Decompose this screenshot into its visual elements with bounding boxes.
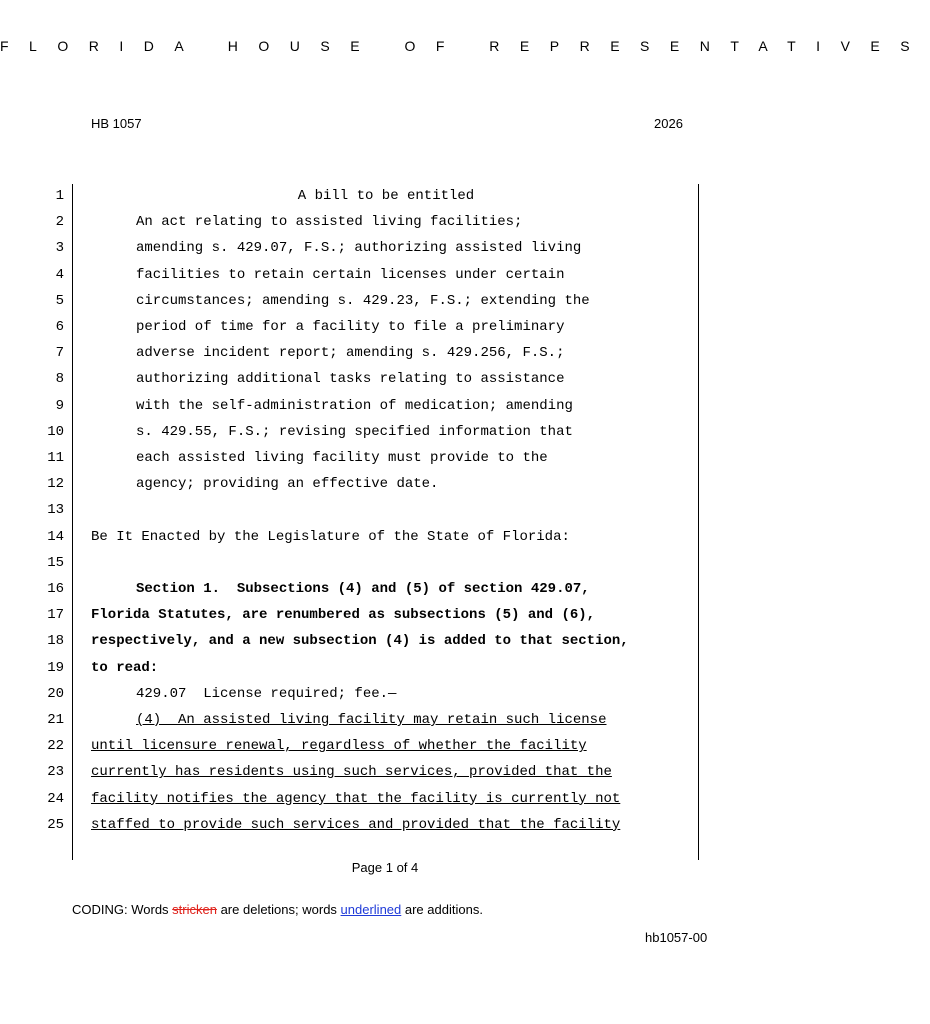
line-text: currently has residents using such services, provided that the — [91, 764, 612, 781]
bill-line — [0, 474, 770, 500]
line-text: agency; providing an effective date. — [136, 476, 439, 493]
line-text: facility notifies the agency that the facility is currently not — [91, 790, 621, 807]
line-number: 7 — [55, 345, 64, 362]
line-text: A bill to be entitled — [297, 188, 475, 204]
bill-line — [0, 605, 770, 631]
line-text: to read: — [91, 659, 159, 676]
line-number: 9 — [55, 397, 64, 414]
bill-line — [0, 736, 770, 762]
coding-legend — [72, 902, 483, 917]
bill-line — [0, 291, 770, 317]
bill-line — [0, 815, 770, 841]
bill-line — [0, 789, 770, 815]
coding-middle: are deletions; words — [216, 902, 341, 917]
line-number: 2 — [55, 214, 64, 231]
line-number: 13 — [47, 502, 64, 519]
line-text: staffed to provide such services and provided that the facility — [91, 816, 621, 833]
bill-line — [0, 448, 770, 474]
bill-line — [0, 317, 770, 343]
line-number: 6 — [55, 319, 64, 335]
line-text: (4) An assisted living facility may retain such license — [136, 712, 607, 728]
line-text: until licensure renewal, regardless of whether the facility — [91, 738, 587, 755]
line-number: 25 — [47, 816, 64, 833]
bill-line — [0, 343, 770, 369]
bill-line — [0, 422, 770, 448]
line-text: Section 1. Subsections (4) and (5) of section 429.07, — [136, 581, 590, 597]
line-text: amending s. 429.07, F.S.; authorizing assisted living — [136, 240, 582, 257]
line-number: 22 — [47, 738, 64, 755]
bill-line — [0, 500, 770, 526]
line-text: s. 429.55, F.S.; revising specified information that — [136, 423, 573, 440]
bill-line — [0, 396, 770, 422]
line-number: 23 — [47, 764, 64, 781]
line-text: 429.07 License required; fee.— — [136, 685, 397, 702]
coding-suffix: are additions. — [401, 902, 483, 917]
document-code: hb1057-00 — [645, 930, 708, 945]
bill-line — [0, 658, 770, 684]
line-text: authorizing additional tasks relating to assistance — [136, 371, 565, 388]
bill-number: HB 1057 — [91, 116, 142, 131]
line-text: Be It Enacted by the Legislature of the State of Florida: — [91, 528, 570, 545]
line-number: 11 — [47, 450, 64, 466]
bill-line — [0, 527, 770, 553]
line-number: 16 — [47, 581, 64, 597]
page-number: Page 1 of 4 — [351, 860, 419, 875]
line-text: facilities to retain certain licenses under certain — [136, 266, 565, 283]
line-number: 20 — [47, 685, 64, 702]
bill-line — [0, 265, 770, 291]
bill-line — [0, 238, 770, 264]
line-number: 15 — [47, 554, 64, 571]
bill-line — [0, 212, 770, 238]
line-number: 12 — [47, 476, 64, 493]
bill-line — [0, 684, 770, 710]
bill-line — [0, 762, 770, 788]
line-text: with the self-administration of medication; amending — [136, 397, 573, 414]
bill-line — [0, 369, 770, 395]
line-number: 1 — [55, 188, 64, 204]
line-number: 5 — [55, 292, 64, 309]
line-text: period of time for a facility to file a preliminary — [136, 319, 565, 335]
line-text: circumstances; amending s. 429.23, F.S.; extending the — [136, 292, 590, 309]
line-text: Florida Statutes, are renumbered as subsections (5) and (6), — [91, 607, 596, 624]
bill-line — [0, 631, 770, 657]
line-number: 17 — [47, 607, 64, 624]
coding-stricken: stricken — [172, 902, 217, 917]
coding-prefix: CODING: Words — [72, 902, 173, 917]
bill-line — [0, 579, 770, 605]
line-text: An act relating to assisted living facilities; — [136, 214, 523, 231]
line-number: 14 — [47, 528, 64, 545]
line-text: adverse incident report; amending s. 429.256, F.S.; — [136, 345, 565, 362]
line-number: 21 — [47, 712, 64, 728]
line-number: 3 — [55, 240, 64, 257]
line-number: 18 — [47, 633, 64, 650]
line-number: 4 — [55, 266, 64, 283]
bill-line — [0, 710, 770, 736]
line-number: 24 — [47, 790, 64, 807]
line-text: each assisted living facility must provide to the — [136, 450, 548, 466]
line-number: 10 — [47, 423, 64, 440]
line-number: 8 — [55, 371, 64, 388]
coding-underlined: underlined — [340, 902, 402, 917]
line-text: respectively, and a new subsection (4) is added to that section, — [91, 633, 629, 650]
line-number: 19 — [47, 659, 64, 676]
masthead: FLORIDA HOUSE OF REPRESENTATIVES — [0, 38, 930, 54]
bill-line — [0, 553, 770, 579]
bill-year: 2026 — [654, 116, 683, 131]
bill-line — [0, 186, 770, 212]
